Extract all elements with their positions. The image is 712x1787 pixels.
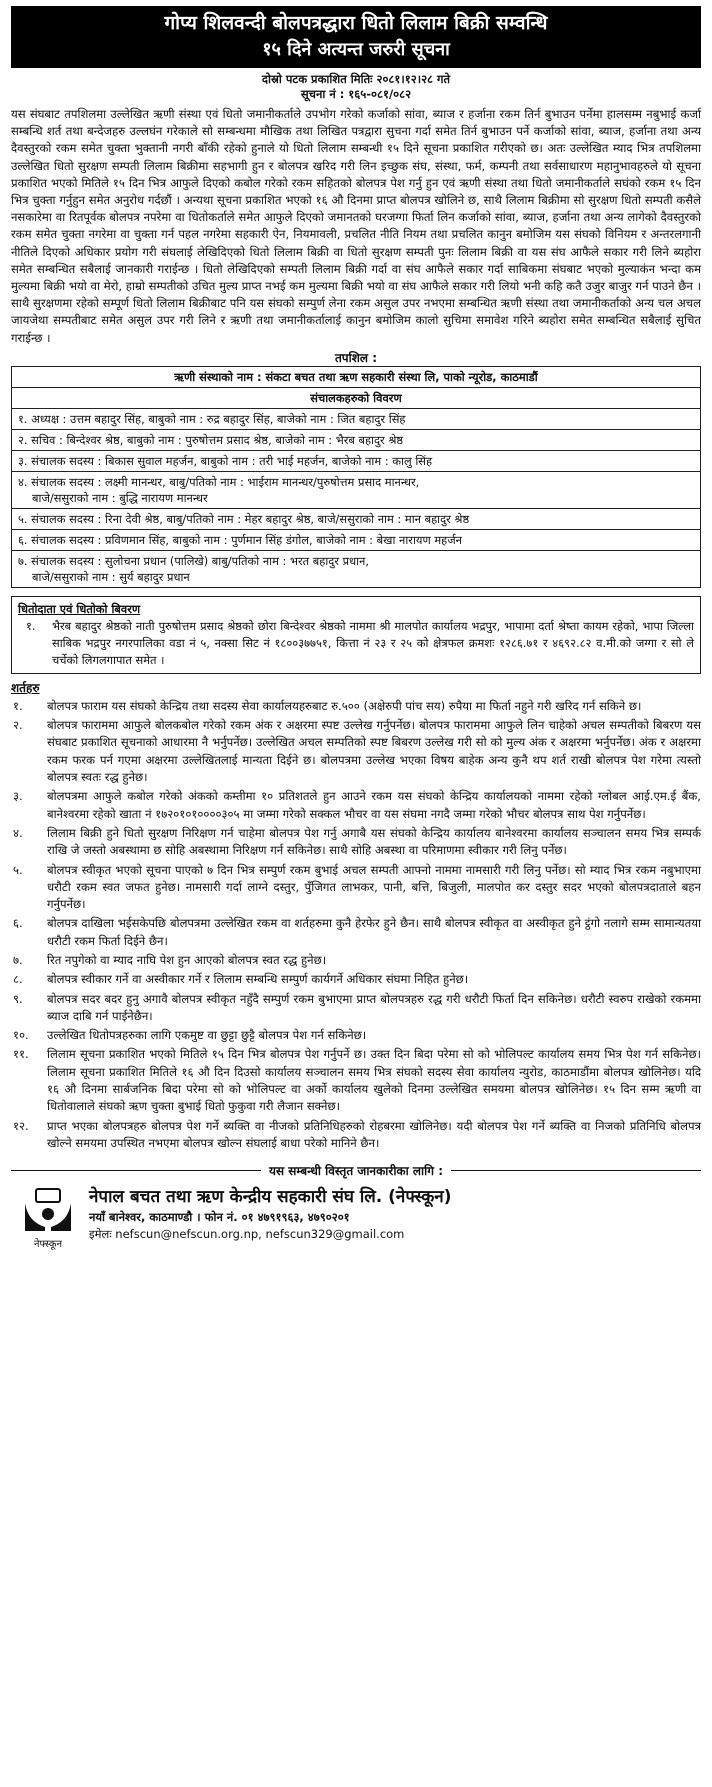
contact-line: यस सम्बन्धी विस्तृत जानकारीका लागि : [269,1164,444,1179]
term-item: ११. लिलाम सूचना प्रकाशित भएको मितिले १५ दिन भित्र बोलपत्र पेश गर्नुपर्ने छ। उक्त दिन बिदा परेमा सो को भोलिपल्ट कार्यालय समय भित्र पेश गर्न सकिनेछ। लिलाम सूचना प्रकाशित मितिले १६ औ दिन दिउसो कार्यालय सञ्चालन समय भित्र संघको सदस्य सेवा कार्यालय न्युरोड, काठमाडौंमा बोलपत्र खोलिनेछ। यदि १६ औ दिनमा सार्बजनिक बिदा परेमा सो को भोलिपल्ट वा अर्को कार्यालय खुलेको दिनमा उल्लेखित समयमा बोलपत्र खोलिनेछ। १५ दिन सम्म ऋणी वा धितोवालाले संघको ऋण चुक्ता बुभाई धितो फुकुवा गरी लैजान सक्नेछ। [13,1047,701,1114]
hands-logo-icon [19,1185,77,1233]
board-row: ७. संचालक सदस्य : सुलोचना प्रधान (पालिखे) बाबु/पतिको नाम : भरत बहादुर प्रधान, बाजे/ससुराको नाम : सुर्य बहादुर प्रधान [12,550,701,587]
board-row: ४. संचालक सदस्य : लक्ष्मी मानन्धर, बाबु/पतिको नाम : भाईराम मानन्धर/पुरुषोत्तम प्रसाद मानन्धर, बाजे/ससुराको नाम : बुद्धि नारायण मानन्धर [12,471,701,508]
board-heading: संचालकहरुको विवरण [12,387,701,408]
org-email: इमेलः nefscun@nefscun.org.np, nefscun329@gmail.com [89,1227,405,1242]
board-table [11,366,701,588]
terms-heading: शर्तहरु [11,680,40,695]
term-item: ९. बोलपत्र सदर बदर हुनु अगावै बोलपत्र स्वीकृत नहुँदै सम्पुर्ण रकम बुभाएमा प्राप्त बोलपत्रहरु रद्ध गरी धरौटी फिर्ता दिन सकिनेछ। धरौटी स्वरुप राखेको रकममा ब्याज दाबि गर्न पाईनेछैन। [13,991,701,1023]
title-banner [11,6,701,68]
board-row: १. अध्यक्ष : उत्तम बहादुर सिंह, बाबुको नाम : रुद्र बहादुर सिंह, बाजेको नाम : जित बहादुर सिंह [12,408,701,429]
term-item: १२. प्राप्त भएका बोलपत्रहरु बोलपत्र पेश गर्ने ब्यक्ति वा नीजको प्रतिनिधिहरुको रोहबरमा खोलिनेछ। यदी बोलपत्र पेश गर्ने ब्यक्ति वा निजको प्रतिनिधि बोलपत्र खोल्ने समयमा उपस्थित नभएमा बोलपत्र खोल्न संघलाई बाधा परेको मानिने छैन। [13,1118,701,1150]
org-address: नयाँ बानेश्वर, काठमाण्डौ । फोन नं. ०१ ४७९१९६३, ४७९०२०१ [89,1210,350,1225]
term-item: ७. रित नपुगेको वा म्याद नाघि पेश हुन आएको बोलपत्र स्वत रद्ध हुनेछ। [13,953,327,967]
tapashil-heading: तपशिल : [334,350,378,365]
term-item: ३. बोलपत्रमा आफुले कबोल गरेको अंकको कम्तीमा १० प्रतिशतले हुन आउने रकम यस संघको केन्द्रिय कार्यालयको नाममा रहेको ग्लोबल आई.एम.ई बैंक, बानेश्वरमा रहेको खाता नं १७२०१०१००००३०५ मा जम्मा गरेको सक्कल भौचर वा यस संघमा नगदै जम्मा गरेको भौचर बोलपत्र साथ पेश गर्नुपर्नेछ। [13,789,701,821]
board-row: ३. संचालक सदस्य : बिकास सुवाल महर्जन, बाबुको नाम : तरी भाई महर्जन, बाजेको नाम : कालु सिंह [12,450,701,471]
contact-divider [11,1162,701,1179]
term-item: ८. बोलपत्र स्वीकार गर्ने वा अस्वीकार गर्ने र लिलाम सम्बन्धि सम्पुर्ण कार्यगर्ने अधिकार संघमा निहित हुनेछ। [13,972,469,987]
notice-page [11,0,701,1250]
term-item: १. बोलपत्र फाराम यस संघको केन्द्रिय तथा सदस्य सेवा कार्यालयहरुबाट रु.५०० (अक्षेरुपी पांच सय) रुपैया मा फिर्ता नहुने गरी खरिद गर्न सकिने छ। [13,698,642,713]
logo-text: नेफ्स्कून [33,1239,63,1251]
board-row: २. सचिव : बिन्देश्वर श्रेष्ठ, बाबुको नाम : पुरुषोत्तम प्रसाद श्रेष्ठ, बाजेको नाम : भैरब बहादुर श्रेष्ठ [12,429,701,450]
org-info [85,1185,701,1250]
term-item: ४. लिलाम बिक्री हुने धितो सुरक्षण निरिक्षण गर्न चाहेमा बोलपत्र पेश गर्नु अगाबै यस संघको केन्द्रिय कार्यालय बानेश्वरमा कार्यालय सञ्चालन समय भित्र सम्पर्क राखि जे जस्तो अबस्थामा छ सोहि अबस्थामा निरिक्षण गर्न सकिनेछ। साथै सोहि अबस्था वा परिमाणमा स्वीकार गरी लिनु पर्नेछ। [13,825,701,858]
term-item: ६. बोलपत्र दाखिला भईसकेपछि बोलपत्रमा उल्लेखित रकम वा शर्तहरुमा कुनै हेरफेर हुने छैन। साथै बोलपत्र स्वीकृत वा अस्वीकृत हुने ट्ठंगो नलागे सम्म सामान्यतया धरौटी रकम फिर्ता दिईने छैन। [13,916,701,948]
collateral-heading: धितोदाता एवं धितोको बिवरण [18,601,141,616]
collateral-item: १. भैरब बहादुर श्रेष्ठको नाती पुरुषोत्तम प्रसाद श्रेष्ठको छोरा बिन्देश्वर श्रेष्ठको नाममा श्री मालपोत कार्यालय भद्रपुर, भापामा दर्ता श्रेष्ता कायम रहेको, भापा जिल्ला साबिक भद्रपुर नगरपालिका वडा नं ५, नक्सा सिट नं १८००३७७५१, कित्ता नं २३ र २५ को क्षेत्रफल क्रमशः १२८६.७१ र ४६९२.८२ व.मी.को जग्गा र सो ले चर्चेको लिगलगापात समेत । [26,618,694,667]
board-row: ५. संचालक सदस्य : रिना देवी श्रेष्ठ, बाबु/पतिको नाम : मेहर बहादुर श्रेष्ठ, बाजे/ससुराको नाम : मान बहादुर श्रेष्ठ [12,508,701,529]
org-name: नेपाल बचत तथा ऋण केन्द्रीय सहकारी संघ लि. (नेफ्स्कून) [89,1187,452,1208]
collateral-box [11,596,701,674]
notice-subtitle: १५ दिने अत्यन्त जरुरी सूचना [262,39,450,60]
term-item: १०. उल्लेखित धितोपत्रहरुका लागि एकमुष्ट वा छुट्टा छुट्टै बोलपत्र पेश गर्न सकिनेछ। [13,1028,367,1043]
publication-date: दोस्रो पटक प्रकाशित मितिः २०८१।१२।२८ गते [261,72,451,86]
nefscun-logo [11,1185,85,1250]
intro-paragraph: यस संघबाट तपशिलमा उल्लेखित ऋणी संस्था एवं धितो जमानीकर्ताले उपभोग गरेको कर्जाको सांवा, ब्याज र हर्जाना रकम तिर्न बुभाउन पर्नेमा हालसम्म नबुभाई कर्जा सम्बन्धि शर्त तथा बन्देजहरु उल्लघंन गरेकाले सो सम्बन्धमा मौखिक तथा लिखित पत्रद्वारा सुचना गर्दा समेत तिर्न बुभाउन पर्ने कर्जाको सांवा, ब्याज, हर्जाना तथा अन्य दैवस्तुरको रकम समेत चुक्ता भुक्तानी नगरी बाँकी रहेको हुनाले यो धितो लिलाम सम्बन्धी १५ दिने सूचना प्रकाशित गरीएको छ। अतः उल्लेखित म्याद भित्र तपशिलमा उल्लेखित धितो सुरक्षण सम्पती लिलाम बिक्रीमा सहभागी हुन र बोलपत्र खरिद गरी लिन इच्छुक संघ, संस्था, फर्म, कम्पनी तथा सर्वसाधारण महानुभावहरुले यो सूचना प्रकाशित भएको मितिले १५ दिन भित्र आफुले दिएको कबोल गरेको रकम सहितको बोलपत्र पेश गर्नु हुन एवं ऋणी संस्था तथा धितो जमानीकर्ताले सघंको रकम १५ दिन भित्र चुक्ता गर्नुहुन समेत अनुरोध गर्दछौं । अन्यथा सूचना प्रकाशित भएको १६ औ दिनमा प्राप्त बोलपत्र खोलिने छ, साथै लिलाम बिक्रीमा सो सुरक्षण धितो सम्पती कसैले नसकारेमा वा रितपूर्वक बोलपत्र नपरेमा वा धितोकर्ताले समेत आफुले दिएको जमानतको घरजग्गा फिर्ता लिन कर्जाको सांवा, ब्याज, हर्जाना तथा अन्य लागेको दैवस्तुरको रकम समेत चुक्ता नगरेमा वा चुक्ता गर्न पहल नगरेमा सहकारी ऐन, नियमावली, प्रचलित नीति नियम तथा प्रचलित कानुन बमोजिम यस संघको विनियम र अन्तरलगानी नीतिले दिएको अधिकार प्रयोग गरी संघलाई लेखिदिएको धितो लिलाम बिक्री वा धितो सुरक्षण सम्पती पुनः लिलाम बिक्री वा यस संघ आफैले सकार गरी लिने ब्यहोरा समेत सम्बन्धित सबैलाई जानकारी गराईन्छ । धितो लेखिदिएको सम्पती लिलाम बिक्री गर्दा वा संघ आफैले सकार गर्दा साबिकमा संघबाट भएको मुल्याकंन भन्दा कम मुल्यमा बिक्री भयो वा मेरो, हाम्रो सम्पतीको उचित मुल्य प्राप्त नभई कम मुल्यमा बिक्री भयो वा संघ आफैले सकार गरी लियो भनी कहि कतै उजुर बाजुर गर्न पाउने छैन । साथै सुरक्षणमा रहेको सम्पूर्ण धितो लिलाम बिक्रीबाट पनि यस संघको सम्पुर्ण लेना रकम असुल उपर नभएमा सम्बन्धित ऋणी संस्था तथा जमानीकर्ताको अन्य चल अचल जायजेथा सम्पतीबाट समेत असुल उपर गरी लिने र ऋणी तथा जमानीकर्तालाई कानुन बमोजिम कालो सुचिमा समावेश गरिने ब्यहोरा समेत सम्बन्धित सबैलाई सुचित गराईन्छ । [11,107,701,345]
notice-title: गोप्य शिलवन्दी बोलपत्रद्धारा धितो लिलाम बिक्री सम्वन्धि [164,12,548,34]
borrower-name: ऋणी संस्थाको नाम : संकटा बचत तथा ऋण सहकारी संस्था लि, पाको न्यूरोड, काठमाडौं [12,366,701,387]
terms-list [11,698,701,1152]
term-item: २. बोलपत्र फाराममा आफुले बोलकबोल गरेको रकम अंक र अक्षरमा स्पष्ट उल्लेख गर्नुपर्नेछ। बोलपत्र फाराममा आफुले लिन चाहेको अचल सम्पतीको बिबरण यस संघबाट प्रकाशित सूचनाको आधारमा नै भर्नुपर्नेछ। उल्लेखित अचल सम्पतिको स्पष्ट बिबरण उल्लेख गरी सो को मुल्य अंक र अक्षरमा भर्नुपर्नेछ। अंक र अक्षरमा रकम फरक पर्न गएमा अक्षरमा उल्लेखितलाई मान्यता दिईने छ। बोलपत्रमा उल्लेख भएका विषय बाहेक अन्य कुनै थप शर्त राखी बोलपत्र पेश गरेमा त्यस्तो बोलपत्र स्वतः रद्ध हुनेछ। [13,718,701,785]
notice-number: सूचना नं : १६५-०८१/०८२ [300,87,412,101]
board-row: ६. संचालक सदस्य : प्रविणमान सिंह, बाबुको नाम : पुर्णमान सिंह डंगोल, बाजेको नाम : बेखा नारायण महर्जन [12,529,701,550]
footer [11,1185,701,1250]
term-item: ५. बोलपत्र स्वीकृत भएको सूचना पाएको ७ दिन भित्र सम्पुर्ण रकम बुभाई अचल सम्पती आफ्नो नाममा नामसारी गरी लिनु पर्नेछ। सो म्याद भित्र रकम नबुभाएमा धरौटी रकम स्वत जफत हुनेछ। नामसारी गर्दा लाग्ने दस्तुर, पुँजिगत लाभकर, पानी, बत्ति, बिजुली, मालपोत कर दस्तुर सदर भएको बोलपत्रदाताले बहन गर्नुपर्नेछ। [13,862,701,912]
